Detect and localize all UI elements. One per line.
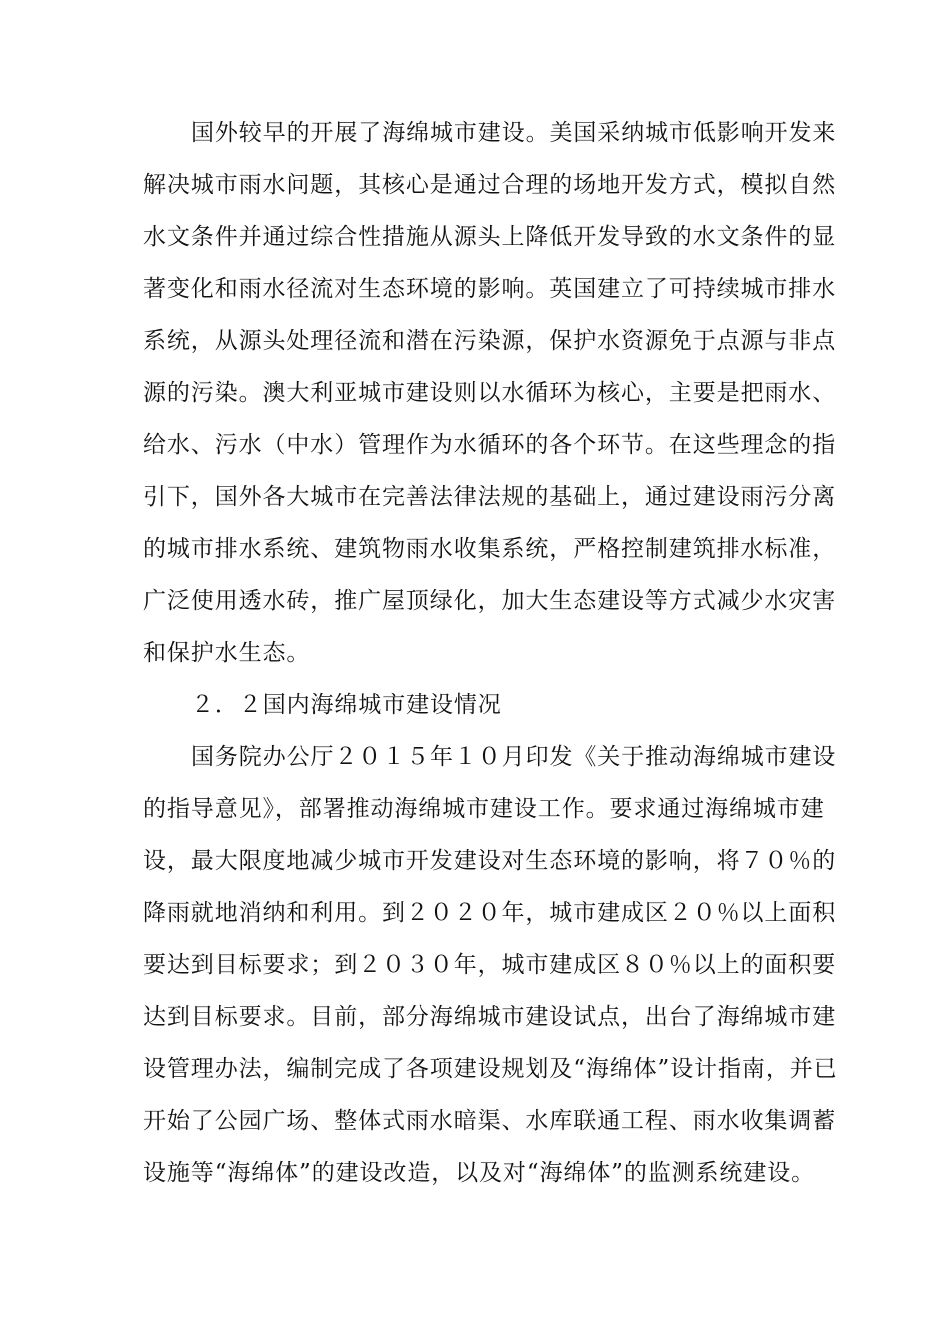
paragraph-line: 著变化和雨水径流对生态环境的影响。英国建立了可持续城市排水 — [143, 276, 837, 302]
paragraph-line: 设管理办法，编制完成了各项建设规划及“海绵体”设计指南，并已 — [143, 1056, 838, 1082]
paragraph-line: 系统，从源头处理径流和潜在污染源，保护水资源免于点源与非点 — [143, 328, 837, 354]
paragraph-line: 达到目标要求。目前，部分海绵城市建设试点，出台了海绵城市建 — [143, 1004, 837, 1030]
paragraph-line: 要达到目标要求；到２０３０年，城市建成区８０％以上的面积要 — [143, 952, 837, 978]
paragraph-line: 和保护水生态。 — [143, 640, 311, 666]
paragraph-line: 水文条件并通过综合性措施从源头上降低开发导致的水文条件的显 — [143, 224, 837, 250]
paragraph-line: 引下，国外各大城市在完善法律法规的基础上，通过建设雨污分离 — [143, 484, 837, 510]
paragraph-line: 国务院办公厅２０１５年１０月印发《关于推动海绵城市建设 — [191, 744, 837, 770]
paragraph-line: 的指导意见》，部署推动海绵城市建设工作。要求通过海绵城市建 — [143, 796, 825, 822]
paragraph-line: 开始了公园广场、整体式雨水暗渠、水库联通工程、雨水收集调蓄 — [143, 1108, 837, 1134]
paragraph-line: 国外较早的开展了海绵城市建设。美国采纳城市低影响开发来 — [191, 120, 837, 146]
paragraph-line: 解决城市雨水问题，其核心是通过合理的场地开发方式，模拟自然 — [143, 172, 837, 198]
paragraph-line: 广泛使用透水砖，推广屋顶绿化，加大生态建设等方式减少水灾害 — [143, 588, 837, 614]
paragraph-line: 降雨就地消纳和利用。到２０２０年，城市建成区２０％以上面积 — [143, 900, 837, 926]
paragraph-line: 的城市排水系统、建筑物雨水收集系统，严格控制建筑排水标准， — [143, 536, 837, 562]
paragraph-line: 设，最大限度地减少城市开发建设对生态环境的影响，将７０％的 — [143, 848, 837, 874]
paragraph-line: 设施等“海绵体”的建设改造，以及对“海绵体”的监测系统建设。 — [143, 1160, 816, 1186]
paragraph-line: 给水、污水（中水）管理作为水循环的各个环节。在这些理念的指 — [143, 432, 837, 458]
section-heading: ２．２国内海绵城市建设情况 — [191, 692, 502, 718]
paragraph-line: 源的污染。澳大利亚城市建设则以水循环为核心，主要是把雨水、 — [143, 380, 837, 406]
